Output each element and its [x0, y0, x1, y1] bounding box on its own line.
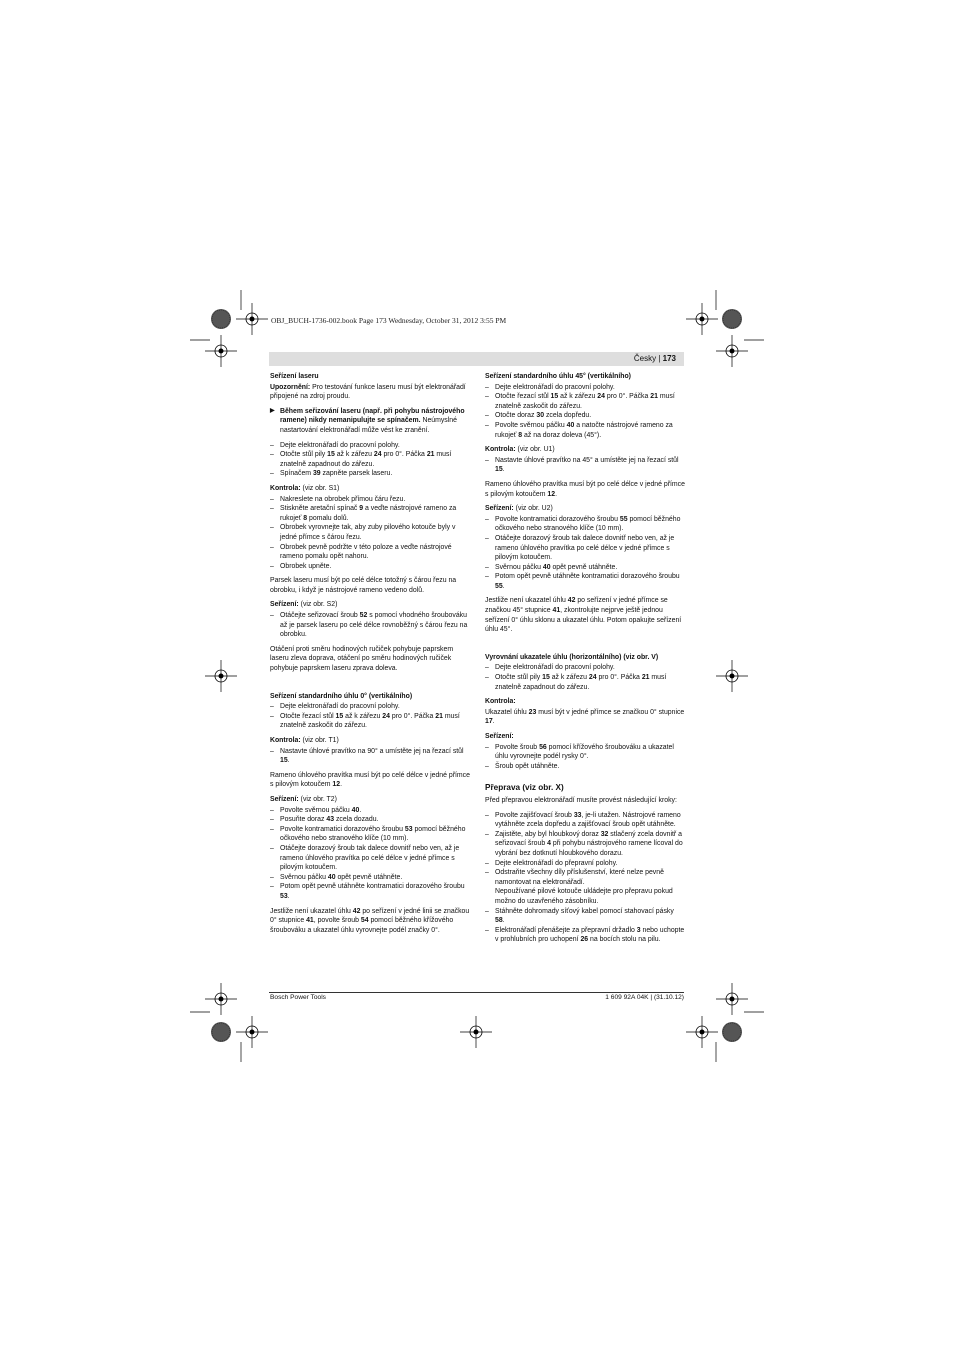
list-item: – Nastavte úhlové pravítko na 45° a umístěte jej na řezací stůl 15. [485, 456, 685, 475]
steps-list [485, 811, 685, 945]
page-number: 173 [662, 354, 676, 363]
list-item: – Povolte svěrnou páčku 40 a natočte nástrojové rameno za rukojeť 8 až na doraz doleva (45°). [485, 421, 685, 440]
list-item: – Obrobek pevně podržte v této poloze a veďte nástrojové rameno pomalu opět nahoru. [270, 543, 470, 562]
subheading: Kontrola: (viz obr. T1) [270, 737, 339, 744]
steps-list [485, 515, 685, 592]
paragraph: Jestliže není ukazatel úhlu 42 po seřízení v jedné linii se značkou 0° stupnice 41, povolte šroub 54 pomocí běžného křížového šroubováku a ukazatel úhlu vyrovnejte podél značky 0°. [270, 907, 470, 934]
list-item: – Stiskněte aretační spínač 9 a veďte nástrojové rameno za rukojeť 8 pomalu dolů. [270, 504, 470, 523]
steps-list [485, 456, 685, 475]
footer-doc-number: 1 609 92A 04K | (31.10.12) [605, 994, 684, 1001]
paragraph: Parsek laseru musí být po celé délce totožný s čárou řezu na obrobku, i když je nástrojové rameno vedeno dolů. [270, 577, 457, 594]
paragraph: Otáčení proti směru hodinových ručiček pohybuje paprskem laseru zleva doprava, otáčení po směru hodinových ručiček pohybuje paprskem laseru zprava doleva. [270, 645, 454, 673]
steps-list [270, 441, 470, 479]
list-item: – Nastavte úhlové pravítko na 90° a umístěte jej na řezací stůl 15. [270, 747, 470, 766]
list-item: – Odstraňte všechny díly příslušenství, které nelze pevně namontovat na elektronářadí. Nepoužívané pilové kotouče ukládejte pro přepravu pokud možno do uzavřeného zásobníku. [485, 868, 685, 906]
subheading: Seřízení: (viz obr. T2) [270, 795, 337, 803]
list-item: – Dejte elektronářadí do pracovní polohy. [485, 663, 685, 673]
right-column [485, 372, 685, 950]
list-item: – Otáčejte dorazový šroub tak dalece dovnitř nebo ven, až je rameno úhlového pravítka po celé délce v jedné přímce s pilovým kotoučem. [485, 534, 685, 563]
subheading: Seřízení: (viz obr. U2) [485, 505, 553, 513]
warning-list [270, 407, 470, 436]
section-title-transport: Přeprava (viz obr. X) [485, 783, 564, 793]
left-column [270, 372, 470, 940]
list-item: – Otáčejte seřizovací šroub 52 s pomocí vhodného šroubováku až je parsek laseru po celé délce rovnoběžný s čárou řezu na obrobku. [270, 611, 470, 640]
footer-brand: Bosch Power Tools [270, 994, 326, 1001]
section-title-angle-indicator: Vyrovnání ukazatele úhlu (horizontálního) (viz obr. V) [485, 653, 659, 661]
subheading: Kontrola: (viz obr. U1) [485, 446, 555, 454]
list-item: – Povolte šroub 56 pomocí křížového šroubováku a ukazatel úhlu vyrovnejte podél rysky 0°. [485, 743, 685, 762]
paragraph: Jestliže není ukazatel úhlu 42 po seřízení v jedné přímce se značkou 45° stupnice 41, zkontrolujte nejprve ještě jednou seřízení 0° úhlu sklonu a ukazatel úhlu. Potom opakujte seřízení úhlu 45°. [485, 597, 682, 634]
list-item: – Elektronářadí přenášejte za přepravní držadlo 3 nebo uchopte v prohlubních pro uchopení 26 na bocích stolu na pilu. [485, 926, 685, 945]
list-item: – Obrobek upněte. [270, 562, 470, 572]
list-item: – Povolte kontramatici dorazového šroubu 53 pomocí běžného očkového nebo stranového klíče (10 mm). [270, 825, 470, 844]
section-title-laser: Seřízení laseru [270, 373, 319, 380]
print-slug: OBJ_BUCH-1736-002.book Page 173 Wednesday, October 31, 2012 3:55 PM [271, 316, 507, 325]
list-item: – Otáčejte dorazový šroub tak dalece dovnitř nebo ven, až je rameno úhlového pravítka po celé délce v jedné přímce s pilovým kotoučem. [270, 844, 470, 873]
list-item: – Posuňte doraz 43 zcela dozadu. [270, 815, 470, 825]
list-item: – Povolte zajišťovací šroub 33, je-li utažen. Nástrojové rameno vytáhněte zcela dopředu a zajišťovací šroub opět utáhněte. [485, 811, 685, 830]
list-item: – Potom opět pevně utáhněte kontramatici dorazového šroubu 53. [270, 882, 470, 901]
section-title-45deg: Seřízení standardního úhlu 45° (vertikálního) [485, 373, 631, 380]
list-item: – Zajistěte, aby byl hloubkový doraz 32 stlačený zcela dovnitř a seřizovací šroub 4 při pohybu nástrojového ramene lícoval do vybrání bez dotknutí hloubkového dorazu. [485, 830, 685, 859]
list-item: – Svěrnou páčku 40 opět pevně utáhněte. [270, 873, 470, 883]
paragraph: Před přepravou elektronářadí musíte provést následující kroky: [485, 796, 677, 804]
list-item: – Dejte elektronářadí do pracovní polohy. [270, 702, 470, 712]
paragraph: Rameno úhlového pravítka musí být po celé délce v jedné přímce s pilovým kotoučem 12. [485, 480, 685, 498]
note-paragraph: Upozornění: Pro testování funkce laseru musí být elektronářadí připojené na zdroj proudu. [270, 383, 466, 401]
list-item: – Spínačem 39 zapněte parsek laseru. [270, 469, 470, 479]
list-item: – Potom opět pevně utáhněte kontramatici dorazového šroubu 55. [485, 572, 685, 591]
list-item: – Otočte stůl pily 15 až k zářezu 24 pro 0°. Páčka 21 musí znatelně zapadnout do zářezu. [270, 450, 470, 469]
list-item: – Dejte elektronářadí do pracovní polohy. [270, 441, 470, 451]
subheading: Seřízení: (viz obr. S2) [270, 601, 338, 609]
subheading: Seřízení: [485, 733, 514, 740]
steps-list [270, 806, 470, 902]
steps-list [485, 383, 685, 441]
list-item: – Povolte svěrnou páčku 40. [270, 806, 470, 816]
language-label: Česky [633, 354, 657, 363]
paragraph: Rameno úhlového pravítka musí být po celé délce v jedné přímce s pilovým kotoučem 12. [270, 771, 470, 789]
page-header [269, 352, 684, 366]
list-item: – Povolte kontramatici dorazového šroubu 55 pomocí běžného očkového nebo stranového klíče (10 mm). [485, 515, 685, 534]
section-title-0deg: Seřízení standardního úhlu 0° (vertikálního) [270, 692, 413, 700]
list-item: – Stáhněte dohromady síťový kabel pomocí stahovací pásky 58. [485, 907, 685, 926]
list-item: – Svěrnou páčku 40 opět pevně utáhněte. [485, 563, 685, 573]
footer-rule [269, 992, 684, 993]
list-item: – Otočte stůl pily 15 až k zářezu 24 pro 0°. Páčka 21 musí znatelně zapadnout do zářezu. [485, 673, 685, 692]
steps-list [270, 702, 470, 731]
steps-list [270, 747, 470, 766]
subheading: Kontrola: (viz obr. S1) [270, 484, 340, 492]
list-item: – Nakreslete na obrobek přímou čáru řezu. [270, 495, 470, 505]
list-item: – Otočte řezací stůl 15 až k zářezu 24 pro 0°. Páčka 21 musí znatelně zaskočit do zářezu. [270, 712, 470, 731]
page-header-text: Česky | 173 [633, 354, 676, 363]
list-item: – Dejte elektronářadí do přepravní polohy. [485, 859, 685, 869]
list-item: – Dejte elektronářadí do pracovní polohy. [485, 383, 685, 393]
list-item: – Otočte doraz 30 zcela dopředu. [485, 411, 685, 421]
paragraph: Ukazatel úhlu 23 musí být v jedné přímce se značkou 0° stupnice 17. [485, 708, 685, 726]
steps-list [270, 611, 470, 640]
warning-item: ▶ Během seřizování laseru (např. při pohybu nástrojového ramene) nikdy nemanipulujte se spínačem. Neúmyslné nastartování elektronářadí může vést ke zranění. [270, 407, 470, 436]
list-item: – Obrobek vyrovnejte tak, aby zuby pilového kotouče byly v jedné přímce s čárou řezu. [270, 523, 470, 542]
steps-list [485, 663, 685, 692]
steps-list [485, 743, 685, 772]
subheading: Kontrola: [485, 698, 516, 706]
steps-list [270, 495, 470, 572]
list-item: – Šroub opět utáhněte. [485, 762, 685, 772]
list-item: – Otočte řezací stůl 15 až k zářezu 24 pro 0°. Páčka 21 musí znatelně zaskočit do zářezu. [485, 392, 685, 411]
